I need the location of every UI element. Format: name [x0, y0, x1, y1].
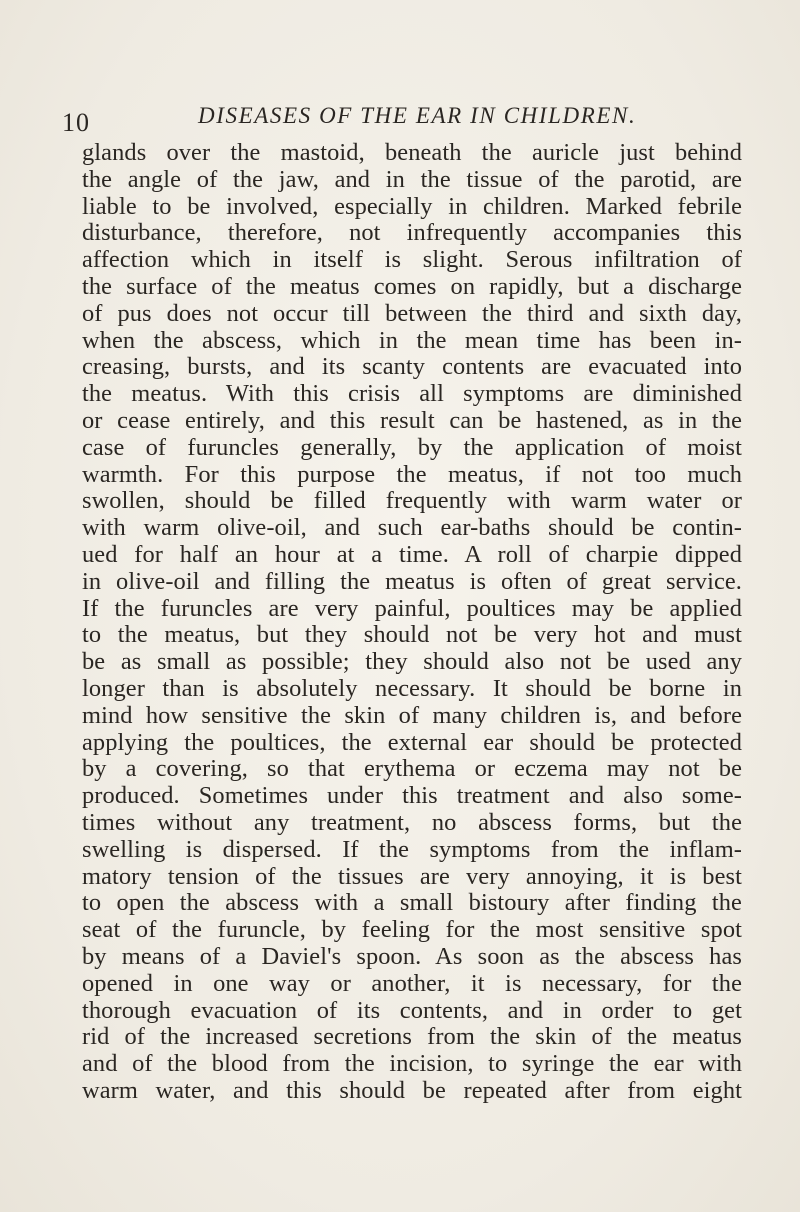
text-line: glands over the mastoid, beneath the auricle just behind — [82, 139, 742, 166]
text-line: times without any treatment, no abscess forms, but the — [82, 808, 742, 836]
text-line: creasing, bursts, and its scanty contents are evacuated into — [82, 353, 742, 381]
text-line: and of the blood from the incision, to syringe the ear with — [82, 1050, 742, 1078]
text-line: the meatus. With this crisis all symptoms are diminished — [82, 380, 742, 408]
running-head: DISEASES OF THE EAR IN CHILDREN. — [198, 103, 637, 128]
text-line: ued for half an hour at a time. A roll of charpie dipped — [82, 540, 742, 568]
text-line: longer than is absolutely necessary. It should be borne in — [82, 674, 742, 702]
text-line: with warm olive-oil, and such ear-baths should be contin- — [82, 514, 742, 542]
text-line: applying the poultices, the external ear should be protected — [82, 728, 742, 756]
text-line: seat of the furuncle, by feeling for the most sensitive spot — [82, 916, 742, 944]
text-line: by a covering, so that erythema or eczema may not be — [82, 755, 742, 783]
text-line: swelling is dispersed. If the symptoms from the inflam- — [82, 835, 742, 863]
text-line: to the meatus, but they should not be very hot and must — [82, 621, 742, 649]
text-line: or cease entirely, and this result can be hastened, as in the — [82, 406, 742, 434]
text-line: when the abscess, which in the mean time has been in- — [82, 326, 742, 354]
text-line: affection which in itself is slight. Serous infiltration of — [82, 246, 742, 274]
text-line: case of furuncles generally, by the application of moist — [82, 433, 742, 461]
text-line: in olive-oil and filling the meatus is often of great service. — [82, 567, 742, 595]
text-line: thorough evacuation of its contents, and in order to get — [82, 996, 742, 1024]
text-line: produced. Sometimes under this treatment and also some- — [82, 782, 742, 810]
text-line: swollen, should be filled frequently with warm water or — [82, 487, 742, 515]
text-line: the angle of the jaw, and in the tissue of the parotid, are — [82, 165, 742, 193]
text-line: by means of a Daviel's spoon. As soon as the abscess has — [82, 942, 742, 970]
text-line: disturbance, therefore, not infrequently accompanies this — [82, 219, 742, 247]
text-line: warmth. For this purpose the meatus, if not too much — [82, 460, 742, 488]
text-line: liable to be involved, especially in children. Marked febrile — [82, 192, 742, 220]
body-text — [82, 140, 742, 1105]
page-number: 10 — [62, 108, 90, 137]
text-line: warm water, and this should be repeated after from eight — [82, 1076, 742, 1104]
text-line: matory tension of the tissues are very annoying, it is best — [82, 862, 742, 890]
text-line: opened in one way or another, it is necessary, for the — [82, 969, 742, 997]
text-line: the surface of the meatus comes on rapidly, but a discharge — [82, 272, 742, 300]
text-line: of pus does not occur till between the third and sixth day, — [82, 299, 742, 327]
text-line: mind how sensitive the skin of many children is, and before — [82, 701, 742, 729]
text-line: to open the abscess with a small bistoury after finding the — [82, 889, 742, 917]
page-header — [62, 100, 752, 136]
text-line: rid of the increased secretions from the skin of the meatus — [82, 1023, 742, 1051]
text-line: be as small as possible; they should also not be used any — [82, 648, 742, 676]
text-line: If the furuncles are very painful, poultices may be applied — [82, 594, 742, 622]
